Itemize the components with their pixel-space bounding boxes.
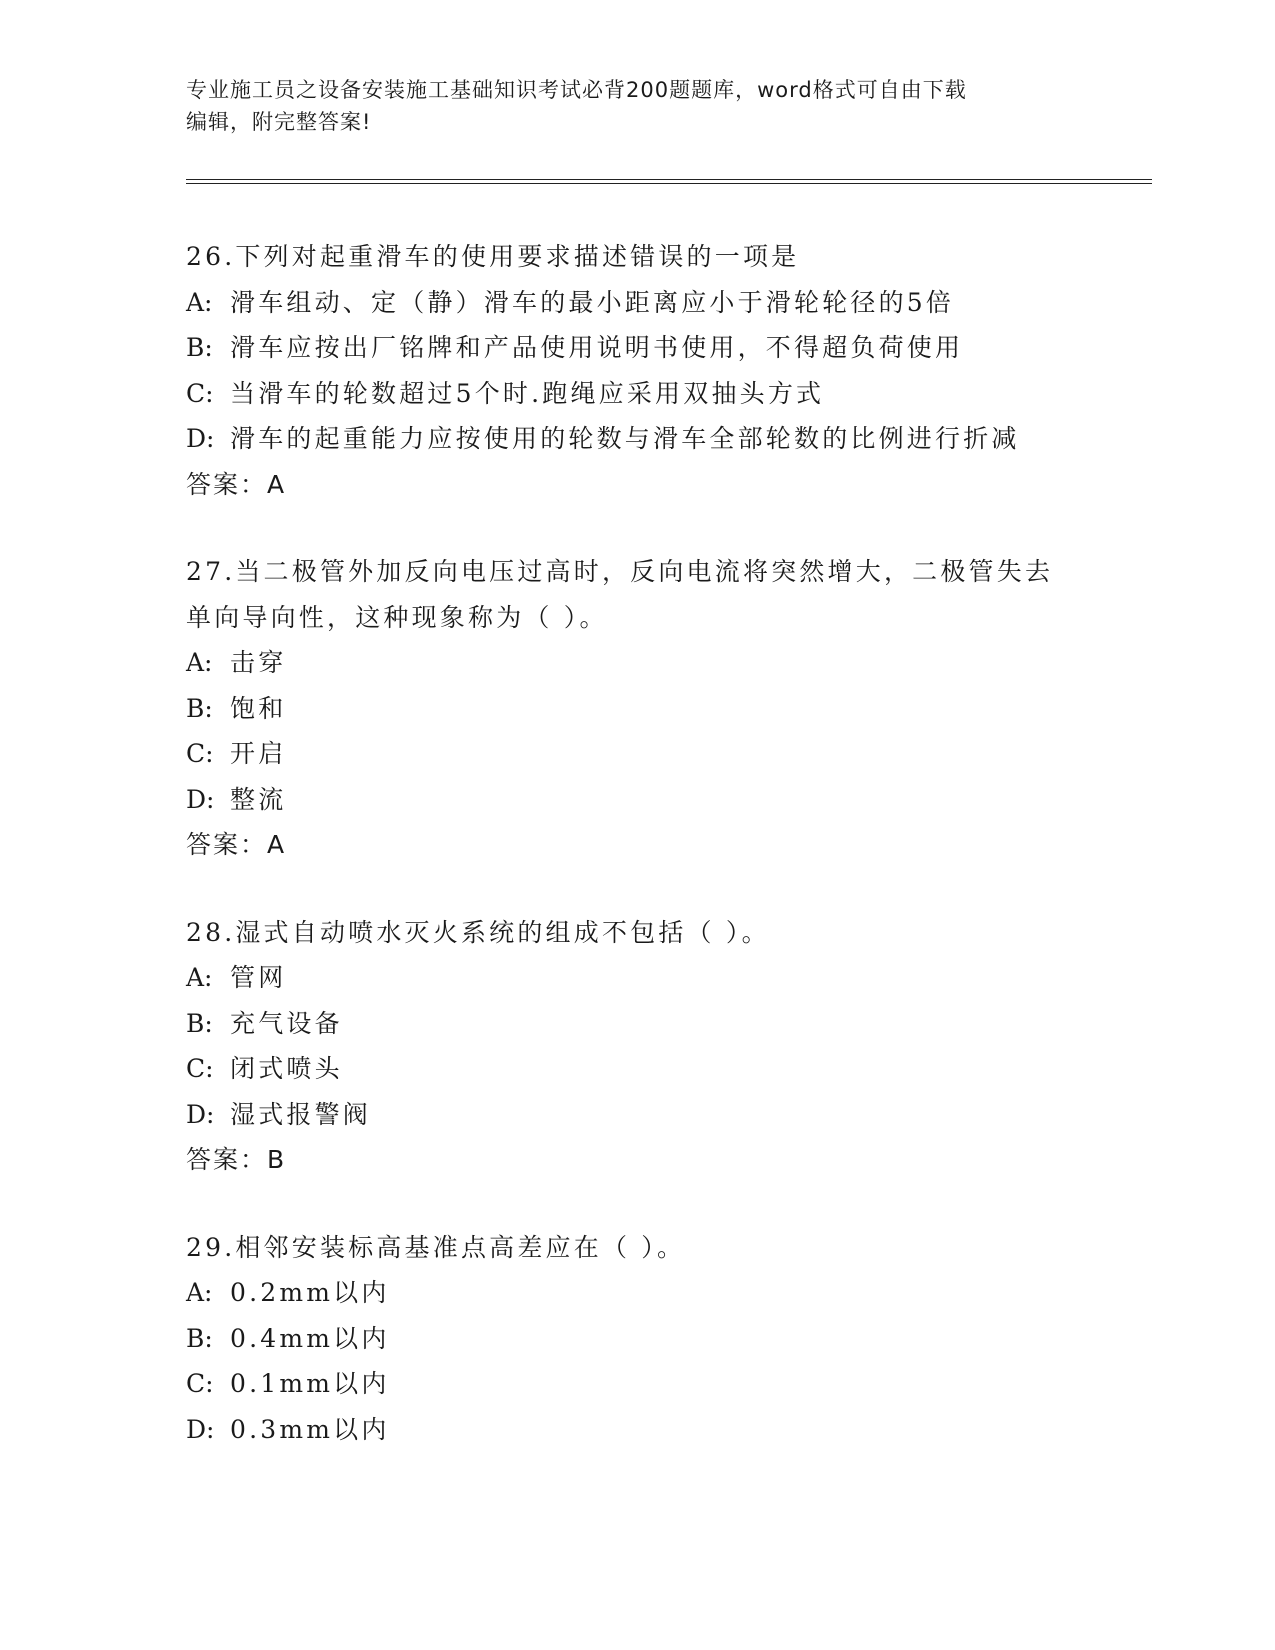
option-letter: B: xyxy=(186,1323,213,1353)
option-letter: D: xyxy=(186,1099,215,1129)
question-29 xyxy=(186,1225,1146,1453)
option-a xyxy=(186,1270,1146,1316)
option-d xyxy=(186,777,1146,823)
option-text: 0.3mm以内 xyxy=(230,1414,390,1444)
header-line-1: 专业施工员之设备安装施工基础知识考试必背200题题库，word格式可自由下载 xyxy=(186,78,967,102)
option-a xyxy=(186,640,1146,686)
option-letter: A: xyxy=(186,287,213,317)
option-text: 滑车的起重能力应按使用的轮数与滑车全部轮数的比例进行折减 xyxy=(230,424,1020,453)
option-b xyxy=(186,1316,1146,1362)
option-b xyxy=(186,1001,1146,1047)
option-letter: C: xyxy=(186,1054,214,1083)
answer-line: 答案：A xyxy=(186,469,287,499)
header-line-2: 编辑，附完整答案! xyxy=(186,110,372,134)
option-text: 整流 xyxy=(230,784,287,814)
option-letter: D: xyxy=(186,784,215,814)
question-stem: 28.湿式自动喷水灭火系统的组成不包括（ ）。 xyxy=(186,917,770,947)
header-divider-top xyxy=(186,179,1152,180)
option-text: 闭式喷头 xyxy=(230,1054,343,1083)
option-text: 充气设备 xyxy=(230,1008,343,1038)
option-text: 当滑车的轮数超过5个时.跑绳应采用双抽头方式 xyxy=(230,378,825,408)
option-letter: A: xyxy=(186,1278,213,1307)
option-text: 湿式报警阀 xyxy=(230,1099,372,1129)
document-header xyxy=(186,74,1066,138)
option-c xyxy=(186,1046,1146,1092)
option-text: 0.2mm以内 xyxy=(230,1278,390,1307)
option-a xyxy=(186,280,1146,326)
option-letter: A: xyxy=(186,648,213,677)
option-letter: B: xyxy=(186,333,213,362)
option-text: 滑车组动、定（静）滑车的最小距离应小于滑轮轮径的5倍 xyxy=(230,287,955,317)
option-letter: C: xyxy=(186,739,214,768)
header-divider-bottom xyxy=(186,183,1152,184)
option-text: 开启 xyxy=(230,739,287,768)
question-list xyxy=(186,234,1146,1494)
question-stem: 29.相邻安装标高基准点高差应在（ ）。 xyxy=(186,1232,686,1262)
question-stem-continued: 单向导向性，这种现象称为（ ）。 xyxy=(186,602,608,632)
question-stem: 26.下列对起重滑车的使用要求描述错误的一项是 xyxy=(186,242,800,271)
option-letter: C: xyxy=(186,378,214,408)
option-letter: D: xyxy=(186,1414,215,1444)
option-c xyxy=(186,1361,1146,1407)
option-text: 管网 xyxy=(230,963,287,992)
answer-line: 答案：B xyxy=(186,1145,287,1174)
option-text: 滑车应按出厂铭牌和产品使用说明书使用，不得超负荷使用 xyxy=(230,333,964,362)
option-letter: A: xyxy=(186,963,213,992)
option-letter: B: xyxy=(186,1008,213,1038)
option-d xyxy=(186,416,1146,462)
option-letter: D: xyxy=(186,424,215,453)
option-a xyxy=(186,955,1146,1001)
option-d xyxy=(186,1407,1146,1453)
option-c xyxy=(186,731,1146,777)
question-28 xyxy=(186,910,1146,1183)
question-stem: 27.当二极管外加反向电压过高时，反向电流将突然增大，二极管失去 xyxy=(186,557,1054,586)
option-letter: B: xyxy=(186,693,213,723)
question-27 xyxy=(186,549,1146,868)
question-26 xyxy=(186,234,1146,507)
option-c xyxy=(186,371,1146,417)
option-text: 0.1mm以内 xyxy=(230,1369,390,1398)
option-text: 饱和 xyxy=(230,693,287,723)
option-letter: C: xyxy=(186,1369,214,1398)
option-b xyxy=(186,686,1146,732)
option-b xyxy=(186,325,1146,371)
option-d xyxy=(186,1092,1146,1138)
option-text: 0.4mm以内 xyxy=(230,1323,390,1353)
option-text: 击穿 xyxy=(230,648,287,677)
answer-line: 答案：A xyxy=(186,830,287,859)
